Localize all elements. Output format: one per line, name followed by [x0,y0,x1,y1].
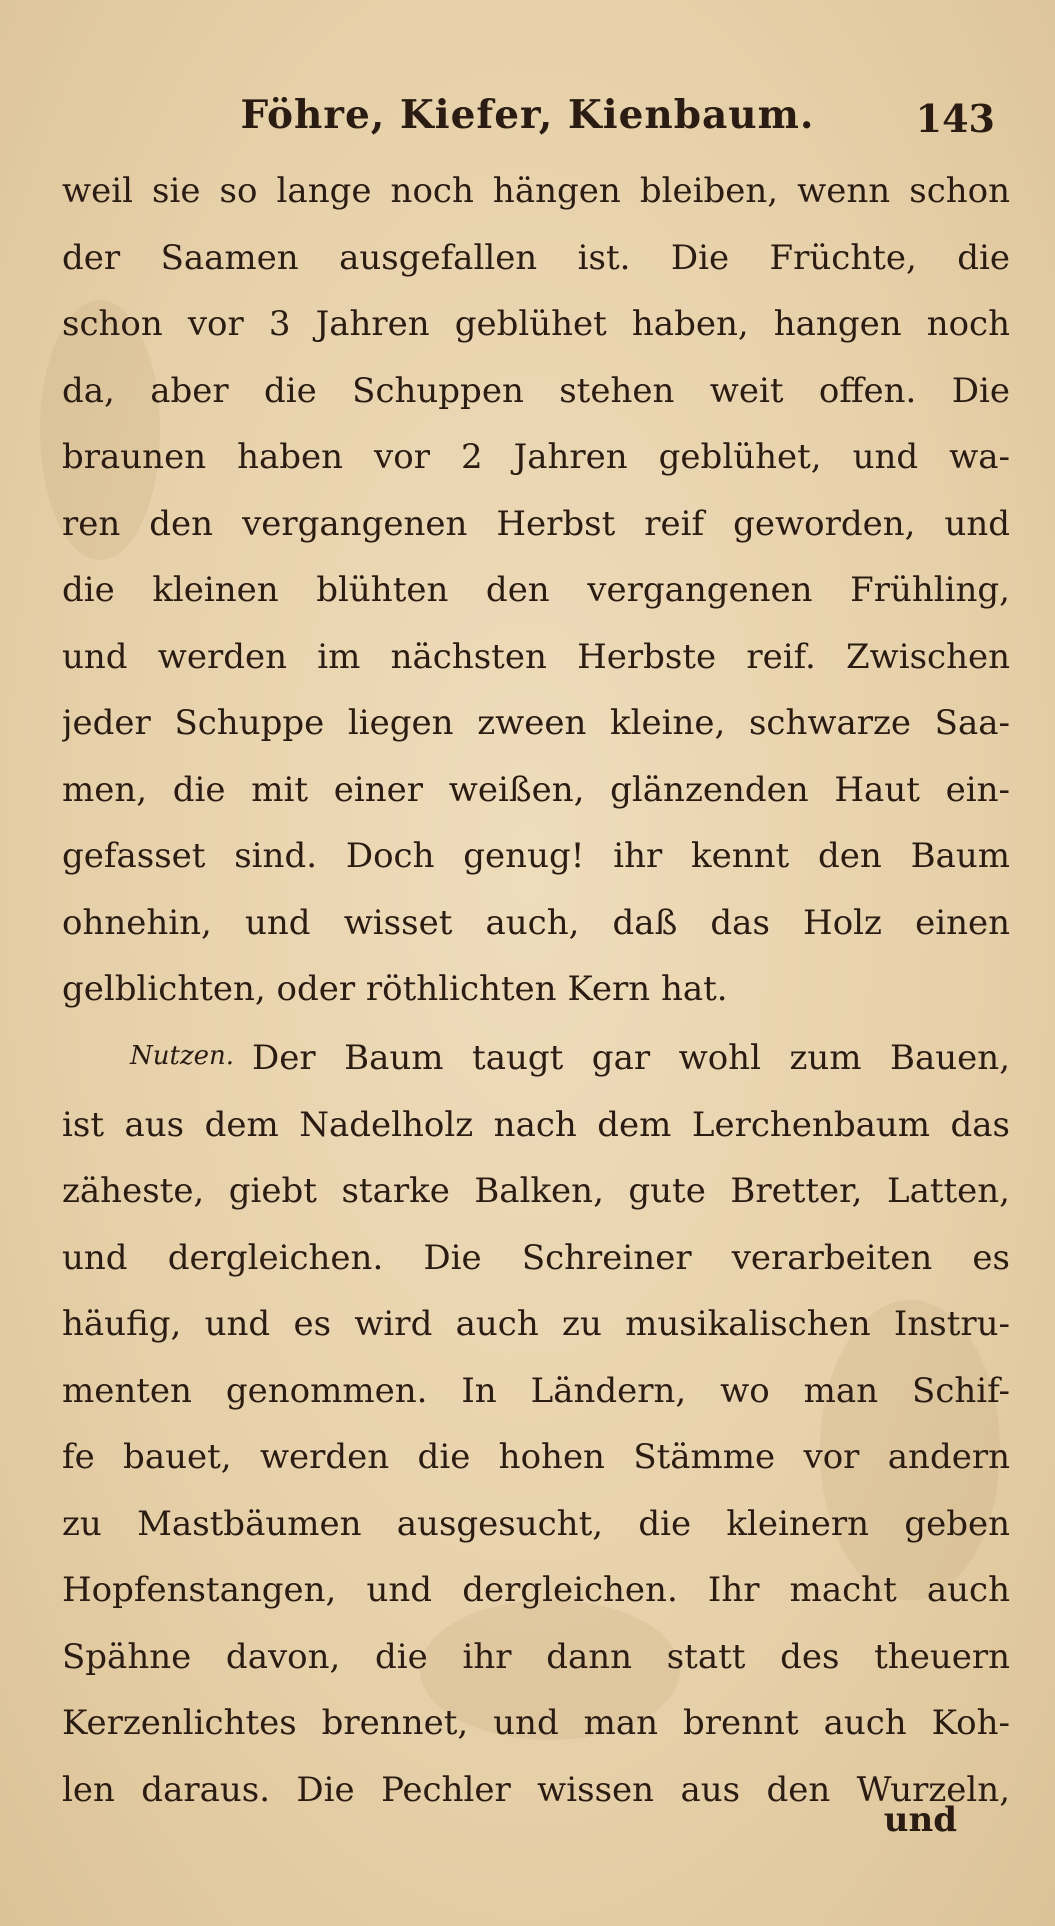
page-number: 143 [915,96,995,141]
page-header [0,92,1055,152]
text-line: ist aus dem Nadelholz nach dem Lerchenbaum das [62,1104,1010,1145]
margin-note: Nutzen. [130,1041,235,1071]
catchword: und [883,1800,957,1840]
text-line: Kerzenlichtes brennet, und man brennt auch Koh- [62,1703,1010,1743]
text-line: menten genommen. In Ländern, wo man Schif- [62,1370,1010,1411]
text-line: len daraus. Die Pechler wissen aus den Wurzeln, [62,1769,1010,1810]
text-line: gefasset sind. Doch genug! ihr kennt den Baum [62,836,1010,876]
paragraph-1 [62,158,1010,1023]
text-line: jeder Schuppe liegen zween kleine, schwarze Saa- [62,703,1010,743]
text-line: men, die mit einer weißen, glänzenden Haut ein- [62,769,1010,810]
text-line: zäheste, giebt starke Balken, gute Bretter, Latten, [62,1171,1010,1211]
text-line: ren den vergangenen Herbst reif geworden, und [62,503,1010,544]
text-line: zu Mastbäumen ausgesucht, die kleinern geben [62,1503,1010,1544]
text-line: ohnehin, und wisset auch, daß das Holz einen [62,902,1010,943]
paragraph-2 [62,1025,1010,1823]
text-line: schon vor 3 Jahren geblühet haben, hangen noch [62,304,1010,344]
text-line: der Saamen ausgefallen ist. Die Früchte, die [62,237,1010,278]
text-line: Der Baum taugt gar wohl zum Bauen, [252,1038,1010,1078]
text-line: häufig, und es wird auch zu musikalischen Instru- [62,1304,1010,1344]
running-head: Föhre, Kiefer, Kienbaum. [240,92,815,138]
text-line: Spähne davon, die ihr dann statt des theuern [62,1636,1010,1677]
text-line: die kleinen blühten den vergangenen Frühling, [62,570,1010,610]
text-line: da, aber die Schuppen stehen weit offen. Die [62,370,1010,411]
text-line: fe bauet, werden die hohen Stämme vor andern [62,1437,1010,1477]
text-line: und werden im nächsten Herbste reif. Zwischen [62,636,1010,677]
text-line: braunen haben vor 2 Jahren geblühet, und wa- [62,437,1010,477]
text-line: Hopfenstangen, und dergleichen. Ihr macht auch [62,1570,1010,1610]
text-line: und dergleichen. Die Schreiner verarbeiten es [62,1237,1010,1278]
text-line: gelblichten, oder röthlichten Kern hat. [62,969,728,1009]
text-line: weil sie so lange noch hängen bleiben, wenn schon [62,171,1010,211]
